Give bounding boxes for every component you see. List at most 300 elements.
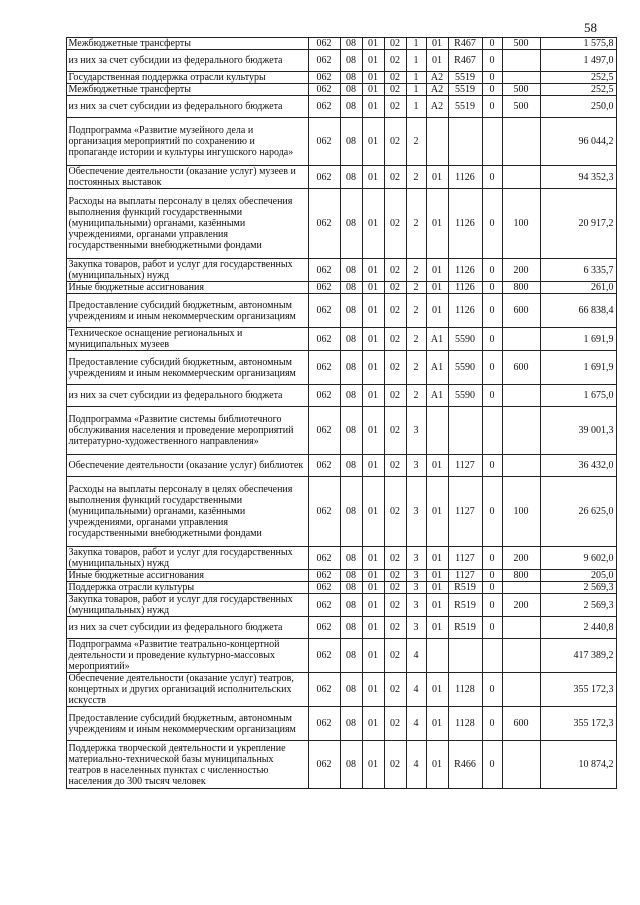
direction-cell: R519 — [448, 594, 482, 617]
expense-type-cell: 600 — [502, 707, 540, 741]
code-062-cell: 062 — [308, 741, 340, 789]
event-cell: A2 — [426, 96, 448, 118]
code-062-cell: 062 — [308, 385, 340, 407]
subprogram-cell: 3 — [406, 547, 426, 570]
section-cell: 08 — [340, 38, 362, 50]
direction-cell: 1127 — [448, 570, 482, 582]
event-cell: 01 — [426, 707, 448, 741]
table-row — [44, 707, 616, 741]
code-062-cell: 062 — [308, 594, 340, 617]
subsection-cell: 01 — [362, 189, 384, 259]
event-cell — [426, 639, 448, 673]
margin-cell — [44, 570, 66, 582]
code-062-cell: 062 — [308, 582, 340, 594]
section-cell: 08 — [340, 96, 362, 118]
row-name-cell: Поддержка творческой деятельности и укрепление материально-технической базы муниципальных театров в населенных пунктах с численностью населения до 300 тысяч человек — [66, 741, 308, 789]
direction-cell: 5519 — [448, 96, 482, 118]
table-row — [44, 189, 616, 259]
code-062-cell: 062 — [308, 328, 340, 351]
table-row — [44, 455, 616, 477]
table-row — [44, 294, 616, 328]
amount-cell: 1 497,0 — [540, 50, 616, 72]
section-cell: 08 — [340, 617, 362, 639]
amount-cell: 20 917,2 — [540, 189, 616, 259]
event-cell: A1 — [426, 351, 448, 385]
table-row — [44, 547, 616, 570]
row-name-cell: Расходы на выплаты персоналу в целях обеспечения выполнения функций государственными (муниципальными) органами, казёнными учреждениями, органами управления государственными внебюджетными фондами — [66, 189, 308, 259]
zero-cell: 0 — [482, 477, 502, 547]
direction-cell — [448, 118, 482, 166]
subprogram-cell: 3 — [406, 455, 426, 477]
subsection-cell: 01 — [362, 594, 384, 617]
event-cell: A1 — [426, 385, 448, 407]
code-062-cell: 062 — [308, 707, 340, 741]
row-name-cell: Подпрограмма «Развитие музейного дела и организация мероприятий по сохранению и пропаганде истории и культуры ингушского народа» — [66, 118, 308, 166]
code-062-cell: 062 — [308, 166, 340, 189]
margin-cell — [44, 741, 66, 789]
table-row — [44, 72, 616, 84]
margin-cell — [44, 166, 66, 189]
program-cell: 02 — [384, 707, 406, 741]
row-name-cell: Расходы на выплаты персоналу в целях обеспечения выполнения функций государственными (муниципальными) органами, казёнными учреждениями, органами управления государственными внебюджетными фондами — [66, 477, 308, 547]
table-row — [44, 582, 616, 594]
program-cell: 02 — [384, 570, 406, 582]
subprogram-cell: 2 — [406, 328, 426, 351]
margin-cell — [44, 582, 66, 594]
zero-cell: 0 — [482, 96, 502, 118]
program-cell: 02 — [384, 189, 406, 259]
expense-type-cell: 600 — [502, 294, 540, 328]
row-name-cell: Закупка товаров, работ и услуг для государственных (муниципальных) нужд — [66, 547, 308, 570]
expense-type-cell — [502, 455, 540, 477]
subsection-cell: 01 — [362, 639, 384, 673]
subsection-cell: 01 — [362, 707, 384, 741]
table-row — [44, 328, 616, 351]
program-cell: 02 — [384, 407, 406, 455]
subsection-cell: 01 — [362, 351, 384, 385]
table-row — [44, 96, 616, 118]
margin-cell — [44, 72, 66, 84]
code-062-cell: 062 — [308, 547, 340, 570]
section-cell: 08 — [340, 547, 362, 570]
program-cell: 02 — [384, 72, 406, 84]
zero-cell: 0 — [482, 294, 502, 328]
code-062-cell: 062 — [308, 351, 340, 385]
code-062-cell: 062 — [308, 673, 340, 707]
direction-cell: R467 — [448, 50, 482, 72]
amount-cell: 1 575,8 — [540, 38, 616, 50]
margin-cell — [44, 594, 66, 617]
expense-type-cell: 200 — [502, 547, 540, 570]
direction-cell: 1126 — [448, 282, 482, 294]
subprogram-cell: 3 — [406, 582, 426, 594]
event-cell: 01 — [426, 673, 448, 707]
margin-cell — [44, 96, 66, 118]
amount-cell: 355 172,3 — [540, 707, 616, 741]
section-cell: 08 — [340, 707, 362, 741]
subprogram-cell: 1 — [406, 50, 426, 72]
table-row — [44, 594, 616, 617]
code-062-cell: 062 — [308, 282, 340, 294]
program-cell: 02 — [384, 259, 406, 282]
subprogram-cell: 3 — [406, 617, 426, 639]
section-cell: 08 — [340, 477, 362, 547]
code-062-cell: 062 — [308, 118, 340, 166]
row-name-cell: из них за счет субсидии из федерального бюджета — [66, 96, 308, 118]
direction-cell: 1126 — [448, 189, 482, 259]
direction-cell: R467 — [448, 38, 482, 50]
program-cell: 02 — [384, 582, 406, 594]
expense-type-cell — [502, 639, 540, 673]
direction-cell: 1127 — [448, 455, 482, 477]
margin-cell — [44, 259, 66, 282]
zero-cell: 0 — [482, 385, 502, 407]
zero-cell: 0 — [482, 72, 502, 84]
program-cell: 02 — [384, 328, 406, 351]
direction-cell: 1126 — [448, 294, 482, 328]
table-row — [44, 385, 616, 407]
margin-cell — [44, 328, 66, 351]
section-cell: 08 — [340, 259, 362, 282]
event-cell: 01 — [426, 189, 448, 259]
row-name-cell: Техническое оснащение региональных и муниципальных музеев — [66, 328, 308, 351]
margin-cell — [44, 50, 66, 72]
event-cell: 01 — [426, 259, 448, 282]
amount-cell: 9 602,0 — [540, 547, 616, 570]
section-cell: 08 — [340, 673, 362, 707]
program-cell: 02 — [384, 50, 406, 72]
row-name-cell: Предоставление субсидий бюджетным, автономным учреждениям и иным некоммерческим организациям — [66, 707, 308, 741]
amount-cell: 94 352,3 — [540, 166, 616, 189]
event-cell: 01 — [426, 570, 448, 582]
section-cell: 08 — [340, 50, 362, 72]
subsection-cell: 01 — [362, 84, 384, 96]
program-cell: 02 — [384, 38, 406, 50]
amount-cell: 1 675,0 — [540, 385, 616, 407]
table-row — [44, 407, 616, 455]
code-062-cell: 062 — [308, 294, 340, 328]
margin-cell — [44, 673, 66, 707]
program-cell: 02 — [384, 673, 406, 707]
page-number: 58 — [584, 20, 597, 35]
program-cell: 02 — [384, 84, 406, 96]
expense-type-cell — [502, 582, 540, 594]
amount-cell: 2 569,3 — [540, 594, 616, 617]
zero-cell: 0 — [482, 594, 502, 617]
section-cell: 08 — [340, 741, 362, 789]
program-cell: 02 — [384, 282, 406, 294]
margin-cell — [44, 385, 66, 407]
expense-type-cell: 200 — [502, 259, 540, 282]
amount-cell: 10 874,2 — [540, 741, 616, 789]
margin-cell — [44, 617, 66, 639]
amount-cell: 205,0 — [540, 570, 616, 582]
zero-cell — [482, 118, 502, 166]
expense-type-cell — [502, 385, 540, 407]
zero-cell: 0 — [482, 166, 502, 189]
event-cell: A2 — [426, 84, 448, 96]
event-cell: 01 — [426, 282, 448, 294]
code-062-cell: 062 — [308, 570, 340, 582]
subsection-cell: 01 — [362, 96, 384, 118]
expense-type-cell — [502, 166, 540, 189]
amount-cell: 26 625,0 — [540, 477, 616, 547]
direction-cell: 5519 — [448, 84, 482, 96]
program-cell: 02 — [384, 385, 406, 407]
row-name-cell: Межбюджетные трансферты — [66, 38, 308, 50]
amount-cell: 252,5 — [540, 84, 616, 96]
expense-type-cell: 800 — [502, 282, 540, 294]
code-062-cell: 062 — [308, 84, 340, 96]
zero-cell: 0 — [482, 189, 502, 259]
subsection-cell: 01 — [362, 38, 384, 50]
subprogram-cell: 4 — [406, 673, 426, 707]
table-row — [44, 282, 616, 294]
table-row — [44, 351, 616, 385]
row-name-cell: Обеспечение деятельности (оказание услуг) театров, концертных и других организаций исполнительских искусств — [66, 673, 308, 707]
program-cell: 02 — [384, 741, 406, 789]
subprogram-cell: 1 — [406, 72, 426, 84]
amount-cell: 1 691,9 — [540, 328, 616, 351]
subprogram-cell: 4 — [406, 639, 426, 673]
zero-cell: 0 — [482, 741, 502, 789]
zero-cell: 0 — [482, 50, 502, 72]
program-cell: 02 — [384, 96, 406, 118]
subprogram-cell: 2 — [406, 118, 426, 166]
row-name-cell: Поддержка отрасли культуры — [66, 582, 308, 594]
row-name-cell: Государственная поддержка отрасли культуры — [66, 72, 308, 84]
subsection-cell: 01 — [362, 328, 384, 351]
zero-cell — [482, 639, 502, 673]
margin-cell — [44, 84, 66, 96]
row-name-cell: Иные бюджетные ассигнования — [66, 570, 308, 582]
row-name-cell: из них за счет субсидии из федерального бюджета — [66, 50, 308, 72]
section-cell: 08 — [340, 594, 362, 617]
margin-cell — [44, 351, 66, 385]
direction-cell: R519 — [448, 617, 482, 639]
row-name-cell: Подпрограмма «Развитие системы библиотечного обслуживания населения и проведение мероприятий литературно-художественного направления» — [66, 407, 308, 455]
expense-type-cell — [502, 673, 540, 707]
subprogram-cell: 1 — [406, 84, 426, 96]
subprogram-cell: 2 — [406, 351, 426, 385]
direction-cell: 5590 — [448, 328, 482, 351]
zero-cell — [482, 407, 502, 455]
zero-cell: 0 — [482, 328, 502, 351]
code-062-cell: 062 — [308, 50, 340, 72]
amount-cell: 2 440,8 — [540, 617, 616, 639]
expense-type-cell — [502, 50, 540, 72]
zero-cell: 0 — [482, 282, 502, 294]
direction-cell: 5590 — [448, 385, 482, 407]
zero-cell: 0 — [482, 707, 502, 741]
section-cell: 08 — [340, 118, 362, 166]
subprogram-cell: 2 — [406, 259, 426, 282]
section-cell: 08 — [340, 189, 362, 259]
zero-cell: 0 — [482, 259, 502, 282]
event-cell: 01 — [426, 741, 448, 789]
direction-cell — [448, 407, 482, 455]
table-row — [44, 673, 616, 707]
subsection-cell: 01 — [362, 72, 384, 84]
code-062-cell: 062 — [308, 455, 340, 477]
code-062-cell: 062 — [308, 407, 340, 455]
subprogram-cell: 3 — [406, 477, 426, 547]
section-cell: 08 — [340, 282, 362, 294]
code-062-cell: 062 — [308, 96, 340, 118]
subsection-cell: 01 — [362, 259, 384, 282]
table-row — [44, 38, 616, 50]
expense-type-cell: 800 — [502, 570, 540, 582]
margin-cell — [44, 455, 66, 477]
expense-type-cell: 600 — [502, 351, 540, 385]
margin-cell — [44, 407, 66, 455]
subsection-cell: 01 — [362, 547, 384, 570]
zero-cell: 0 — [482, 351, 502, 385]
section-cell: 08 — [340, 72, 362, 84]
table-row — [44, 570, 616, 582]
event-cell — [426, 118, 448, 166]
amount-cell: 250,0 — [540, 96, 616, 118]
expense-type-cell — [502, 118, 540, 166]
margin-cell — [44, 38, 66, 50]
budget-table — [44, 37, 617, 789]
direction-cell: 1128 — [448, 673, 482, 707]
direction-cell: 1126 — [448, 166, 482, 189]
event-cell: 01 — [426, 617, 448, 639]
zero-cell: 0 — [482, 617, 502, 639]
subprogram-cell: 2 — [406, 294, 426, 328]
direction-cell: R466 — [448, 741, 482, 789]
code-062-cell: 062 — [308, 72, 340, 84]
subsection-cell: 01 — [362, 477, 384, 547]
section-cell: 08 — [340, 570, 362, 582]
margin-cell — [44, 547, 66, 570]
program-cell: 02 — [384, 639, 406, 673]
expense-type-cell — [502, 741, 540, 789]
amount-cell: 355 172,3 — [540, 673, 616, 707]
margin-cell — [44, 294, 66, 328]
event-cell: 01 — [426, 38, 448, 50]
table-row — [44, 84, 616, 96]
zero-cell: 0 — [482, 38, 502, 50]
direction-cell: 1126 — [448, 259, 482, 282]
direction-cell: 5519 — [448, 72, 482, 84]
row-name-cell: Обеспечение деятельности (оказание услуг) библиотек — [66, 455, 308, 477]
amount-cell: 417 389,2 — [540, 639, 616, 673]
code-062-cell: 062 — [308, 189, 340, 259]
amount-cell: 6 335,7 — [540, 259, 616, 282]
section-cell: 08 — [340, 639, 362, 673]
table-row — [44, 259, 616, 282]
event-cell: 01 — [426, 455, 448, 477]
section-cell: 08 — [340, 582, 362, 594]
row-name-cell: из них за счет субсидии из федерального бюджета — [66, 385, 308, 407]
zero-cell: 0 — [482, 455, 502, 477]
section-cell: 08 — [340, 328, 362, 351]
expense-type-cell: 500 — [502, 96, 540, 118]
subprogram-cell: 3 — [406, 570, 426, 582]
event-cell: 01 — [426, 50, 448, 72]
event-cell: 01 — [426, 294, 448, 328]
code-062-cell: 062 — [308, 259, 340, 282]
subsection-cell: 01 — [362, 50, 384, 72]
subsection-cell: 01 — [362, 582, 384, 594]
expense-type-cell: 100 — [502, 477, 540, 547]
row-name-cell: Закупка товаров, работ и услуг для государственных (муниципальных) нужд — [66, 594, 308, 617]
table-row — [44, 118, 616, 166]
table-row — [44, 617, 616, 639]
subprogram-cell: 2 — [406, 189, 426, 259]
program-cell: 02 — [384, 547, 406, 570]
subsection-cell: 01 — [362, 617, 384, 639]
event-cell: 01 — [426, 477, 448, 547]
program-cell: 02 — [384, 351, 406, 385]
event-cell: 01 — [426, 582, 448, 594]
zero-cell: 0 — [482, 673, 502, 707]
zero-cell: 0 — [482, 582, 502, 594]
section-cell: 08 — [340, 84, 362, 96]
event-cell: 01 — [426, 166, 448, 189]
section-cell: 08 — [340, 385, 362, 407]
row-name-cell: Предоставление субсидий бюджетным, автономным учреждениям и иным некоммерческим организациям — [66, 294, 308, 328]
program-cell: 02 — [384, 118, 406, 166]
row-name-cell: из них за счет субсидии из федерального бюджета — [66, 617, 308, 639]
subsection-cell: 01 — [362, 294, 384, 328]
event-cell: 01 — [426, 594, 448, 617]
code-062-cell: 062 — [308, 617, 340, 639]
row-name-cell: Закупка товаров, работ и услуг для государственных (муниципальных) нужд — [66, 259, 308, 282]
program-cell: 02 — [384, 166, 406, 189]
margin-cell — [44, 707, 66, 741]
section-cell: 08 — [340, 166, 362, 189]
subprogram-cell: 1 — [406, 96, 426, 118]
subprogram-cell: 2 — [406, 282, 426, 294]
amount-cell: 96 044,2 — [540, 118, 616, 166]
subsection-cell: 01 — [362, 455, 384, 477]
section-cell: 08 — [340, 294, 362, 328]
subsection-cell: 01 — [362, 570, 384, 582]
expense-type-cell — [502, 328, 540, 351]
event-cell: 01 — [426, 547, 448, 570]
amount-cell: 252,5 — [540, 72, 616, 84]
amount-cell: 261,0 — [540, 282, 616, 294]
direction-cell: 1127 — [448, 477, 482, 547]
section-cell: 08 — [340, 407, 362, 455]
direction-cell: R519 — [448, 582, 482, 594]
zero-cell: 0 — [482, 570, 502, 582]
program-cell: 02 — [384, 594, 406, 617]
margin-cell — [44, 282, 66, 294]
direction-cell — [448, 639, 482, 673]
row-name-cell: Иные бюджетные ассигнования — [66, 282, 308, 294]
subsection-cell: 01 — [362, 385, 384, 407]
subprogram-cell: 4 — [406, 707, 426, 741]
margin-cell — [44, 118, 66, 166]
amount-cell: 36 432,0 — [540, 455, 616, 477]
code-062-cell: 062 — [308, 38, 340, 50]
margin-cell — [44, 189, 66, 259]
event-cell: A2 — [426, 72, 448, 84]
section-cell: 08 — [340, 351, 362, 385]
amount-cell: 66 838,4 — [540, 294, 616, 328]
expense-type-cell: 200 — [502, 594, 540, 617]
subprogram-cell: 3 — [406, 594, 426, 617]
amount-cell: 2 569,3 — [540, 582, 616, 594]
zero-cell: 0 — [482, 547, 502, 570]
program-cell: 02 — [384, 477, 406, 547]
expense-type-cell: 500 — [502, 84, 540, 96]
expense-type-cell — [502, 617, 540, 639]
